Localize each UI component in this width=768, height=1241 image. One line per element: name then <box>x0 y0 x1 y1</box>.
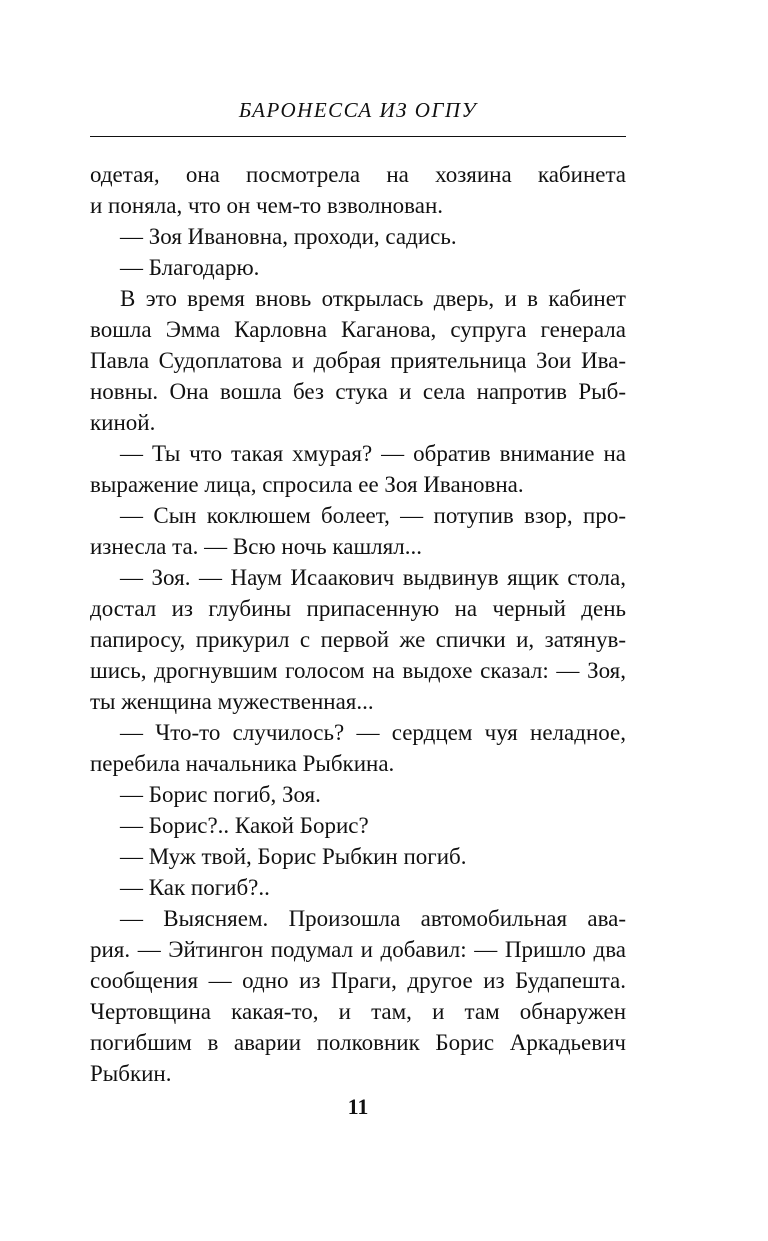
text-line: перебила начальника Рыбкина. <box>90 751 395 776</box>
text-line: сообщения — одно из Праги, другое из Будапешта. <box>90 968 626 993</box>
text-line: — Что-то случилось? — сердцем чуя неладное, <box>120 720 626 745</box>
header-rule <box>90 136 626 137</box>
text-line: рия. — Эйтингон подумал и добавил: — Пришло два <box>90 937 626 962</box>
text-line: выражение лица, спросила ее Зоя Ивановна. <box>90 472 524 497</box>
text-line: погибшим в аварии полковник Борис Аркадьевич <box>90 1030 626 1055</box>
text-line: — Сын коклюшем болеет, — потупив взор, про- <box>120 503 626 528</box>
running-head: БАРОНЕССА ИЗ ОГПУ <box>238 98 478 122</box>
text-line: папиросу, прикурил с первой же спички и, затянув- <box>90 627 626 652</box>
text-line: — Муж твой, Борис Рыбкин погиб. <box>120 844 467 869</box>
text-line: Чертовщина какая-то, и там, и там обнаружен <box>90 999 626 1024</box>
text-line: новны. Она вошла без стука и села напротив Рыб- <box>90 379 626 404</box>
text-line: Павла Судоплатова и добрая приятельница Зои Ива- <box>90 348 626 373</box>
text-line: — Благодарю. <box>120 255 260 280</box>
text-line: — Борис?.. Какой Борис? <box>120 813 369 838</box>
body-text <box>90 159 626 1089</box>
text-line: — Борис погиб, Зоя. <box>120 782 321 807</box>
text-line: — Ты что такая хмурая? — обратив внимание на <box>120 441 626 466</box>
text-line: — Зоя Ивановна, проходи, садись. <box>120 224 457 249</box>
text-line: одетая, она посмотрела на хозяина кабинета <box>90 162 626 187</box>
page-number: 11 <box>347 1094 369 1119</box>
text-line: — Как погиб?.. <box>120 875 270 900</box>
text-line: шись, дрогнувшим голосом на выдохе сказал: — Зоя, <box>90 658 626 683</box>
text-line: ты женщина мужественная... <box>90 689 374 714</box>
text-line: — Выясняем. Произошла автомобильная ава- <box>120 906 626 931</box>
text-line: достал из глубины припасенную на черный день <box>90 596 626 621</box>
text-line: и поняла, что он чем-то взволнован. <box>90 193 444 218</box>
text-line: вошла Эмма Карловна Каганова, супруга генерала <box>90 317 626 342</box>
text-line: Рыбкин. <box>90 1061 172 1086</box>
text-line: киной. <box>90 410 156 435</box>
text-line: В это время вновь открылась дверь, и в кабинет <box>120 286 626 311</box>
text-line: — Зоя. — Наум Исаакович выдвинув ящик стола, <box>120 565 626 590</box>
text-line: изнесла та. — Всю ночь кашлял... <box>90 534 422 559</box>
